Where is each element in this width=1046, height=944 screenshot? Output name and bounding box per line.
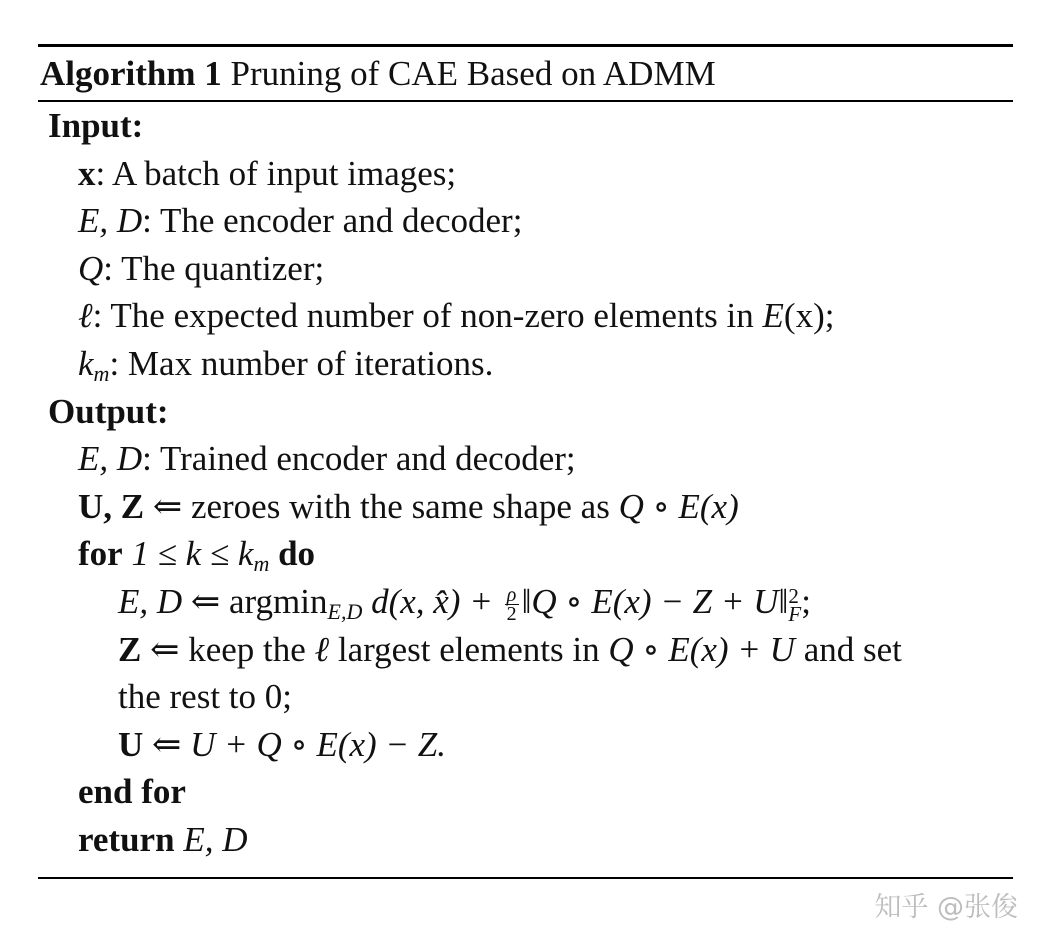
step3-rhs: U + Q ∘ E(x) − Z. bbox=[190, 724, 446, 764]
loss-term: d(x, x̂) + bbox=[371, 581, 493, 621]
norm-subscript: F bbox=[788, 601, 802, 626]
output-item bbox=[38, 435, 1013, 483]
assign-arrow: ⇐ bbox=[190, 581, 221, 621]
step1-end: ; bbox=[801, 581, 811, 621]
end-for: end for bbox=[78, 772, 186, 812]
for-keyword: for bbox=[78, 534, 123, 574]
input-symbol: k bbox=[78, 343, 94, 383]
algorithm-box bbox=[38, 44, 1013, 864]
for-condition: 1 ≤ k ≤ k bbox=[131, 534, 254, 574]
input-item-l bbox=[38, 292, 1013, 340]
argmin-subscript: E,D bbox=[327, 598, 363, 624]
argmin-op: argmin bbox=[228, 581, 328, 621]
input-text: : The quantizer; bbox=[103, 248, 325, 288]
algorithm-label: Algorithm 1 bbox=[40, 54, 222, 93]
step2-expr: Q ∘ E(x) + U bbox=[608, 629, 795, 669]
update-z-continuation: the rest to 0; bbox=[118, 677, 292, 717]
algorithm-header bbox=[38, 47, 1013, 100]
for-line bbox=[38, 530, 1013, 578]
input-symbol: ℓ bbox=[78, 296, 93, 336]
watermark: 知乎 @张俊 bbox=[874, 892, 1018, 923]
for-subscript: m bbox=[253, 551, 270, 577]
step2-lhs: Z bbox=[118, 629, 142, 669]
input-text: : A batch of input images; bbox=[95, 153, 457, 193]
input-item-x bbox=[38, 150, 1013, 198]
norm-indices bbox=[788, 583, 802, 626]
assign-arrow: ⇐ bbox=[152, 724, 182, 764]
step2-text-a: keep the bbox=[188, 629, 306, 669]
init-rhs: Q ∘ E(x) bbox=[618, 486, 739, 526]
step2-text-c: and set bbox=[803, 629, 902, 669]
fraction-numerator: ρ bbox=[505, 586, 519, 605]
input-text: : The encoder and decoder; bbox=[142, 201, 523, 241]
input-symbol: E, D bbox=[78, 201, 143, 241]
update-ed-step bbox=[38, 578, 1013, 626]
rho-fraction bbox=[505, 584, 519, 626]
input-text: : Max number of iterations. bbox=[109, 343, 494, 383]
algorithm-body bbox=[38, 102, 1013, 864]
do-keyword: do bbox=[278, 534, 316, 574]
return-keyword: return bbox=[78, 819, 175, 859]
assign-arrow: ⇐ bbox=[150, 629, 180, 669]
step2-l: ℓ bbox=[314, 629, 330, 669]
input-item-ed bbox=[38, 197, 1013, 245]
penalty-term: ‖Q ∘ E(x) − Z + U‖ bbox=[521, 581, 789, 621]
return-value: E, D bbox=[183, 819, 248, 859]
input-symbol: Q bbox=[78, 248, 104, 288]
step2-text-b: largest elements in bbox=[337, 629, 600, 669]
update-z-step bbox=[38, 626, 1013, 674]
output-text: : Trained encoder and decoder; bbox=[142, 439, 576, 479]
init-text: zeroes with the same shape as bbox=[190, 486, 610, 526]
input-item-km bbox=[38, 340, 1013, 388]
output-symbol: E, D bbox=[78, 439, 143, 479]
input-text: : The expected number of non-zero elements in bbox=[92, 296, 754, 336]
input-item-q bbox=[38, 245, 1013, 293]
output-heading: Output: bbox=[48, 391, 169, 431]
assign-arrow: ⇐ bbox=[152, 486, 183, 526]
init-step bbox=[38, 483, 1013, 531]
algorithm-title: Pruning of CAE Based on ADMM bbox=[230, 54, 716, 93]
input-subscript: m bbox=[93, 360, 110, 386]
update-u-step bbox=[38, 721, 1013, 769]
fraction-denominator: 2 bbox=[506, 603, 517, 626]
step3-lhs: U bbox=[118, 724, 144, 764]
input-tail-symbol: E bbox=[762, 296, 784, 336]
return-line bbox=[38, 816, 1013, 864]
input-heading: Input: bbox=[48, 106, 144, 145]
init-lhs: U, Z bbox=[78, 486, 145, 526]
input-tail: (x); bbox=[783, 296, 835, 336]
norm-superscript: 2 bbox=[788, 583, 799, 608]
input-symbol: x bbox=[78, 153, 96, 193]
bottom-rule bbox=[38, 877, 1013, 879]
step1-lhs: E, D bbox=[118, 581, 183, 621]
